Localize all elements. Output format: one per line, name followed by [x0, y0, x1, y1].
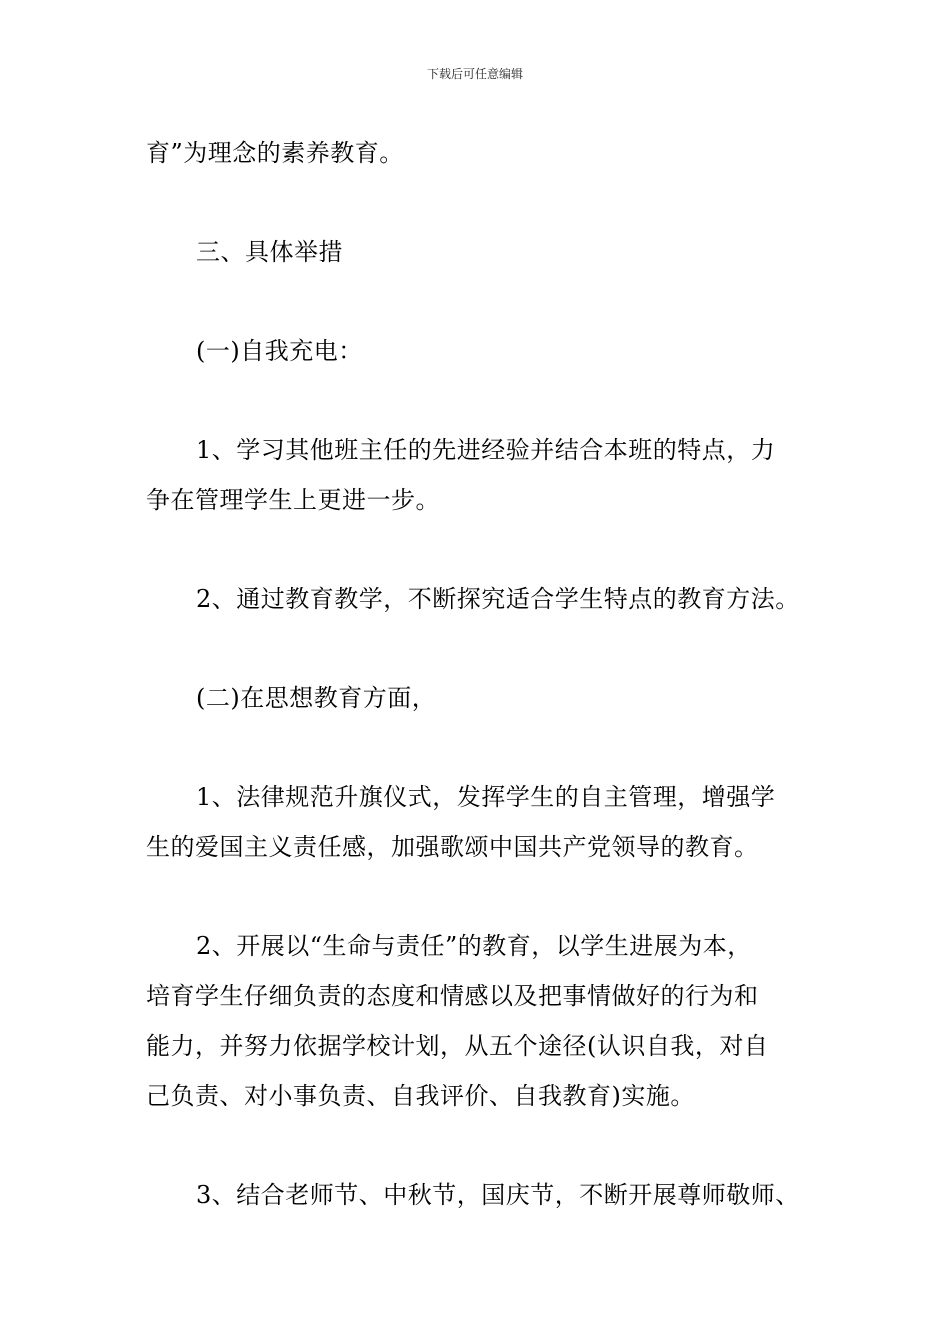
list-paragraph — [146, 921, 826, 1121]
line: 生的爱国主义责任感，加强歌颂中国共产党领导的教育。 — [146, 833, 759, 861]
line: 争在管理学生上更进一步。 — [146, 486, 440, 514]
line: 三、具体举措 — [196, 238, 343, 266]
line: 1、法律规范升旗仪式，发挥学生的自主管理，增强学 — [196, 783, 776, 811]
list-paragraph — [146, 425, 826, 525]
line: 育”为理念的素养教育。 — [146, 139, 404, 167]
line: (二)在思想教育方面， — [196, 684, 437, 712]
paragraph-continuation — [146, 128, 826, 178]
line: 能力，并努力依据学校计划，从五个途径(认识自我，对自 — [146, 1032, 769, 1060]
line: 培育学生仔细负责的态度和情感以及把事情做好的行为和 — [146, 982, 759, 1010]
line: 3、结合老师节、中秋节，国庆节，不断开展尊师敬师、 — [196, 1181, 800, 1209]
document-body — [146, 128, 826, 1220]
subsection-heading — [146, 673, 826, 723]
line: 2、通过教育教学，不断探究适合学生特点的教育方法。 — [196, 585, 800, 613]
line: 2、开展以“生命与责任”的教育，以学生进展为本， — [196, 932, 752, 960]
header-note: 下载后可任意编辑 — [426, 67, 523, 81]
list-paragraph — [146, 772, 826, 872]
list-paragraph — [146, 574, 826, 624]
list-paragraph — [146, 1170, 826, 1220]
line: 1、学习其他班主任的先进经验并结合本班的特点，力 — [196, 436, 776, 464]
line: 己负责、对小事负责、自我评价、自我教育)实施。 — [146, 1082, 695, 1110]
subsection-heading — [146, 326, 826, 376]
line: (一)自我充电： — [196, 337, 363, 365]
section-heading — [146, 227, 826, 277]
